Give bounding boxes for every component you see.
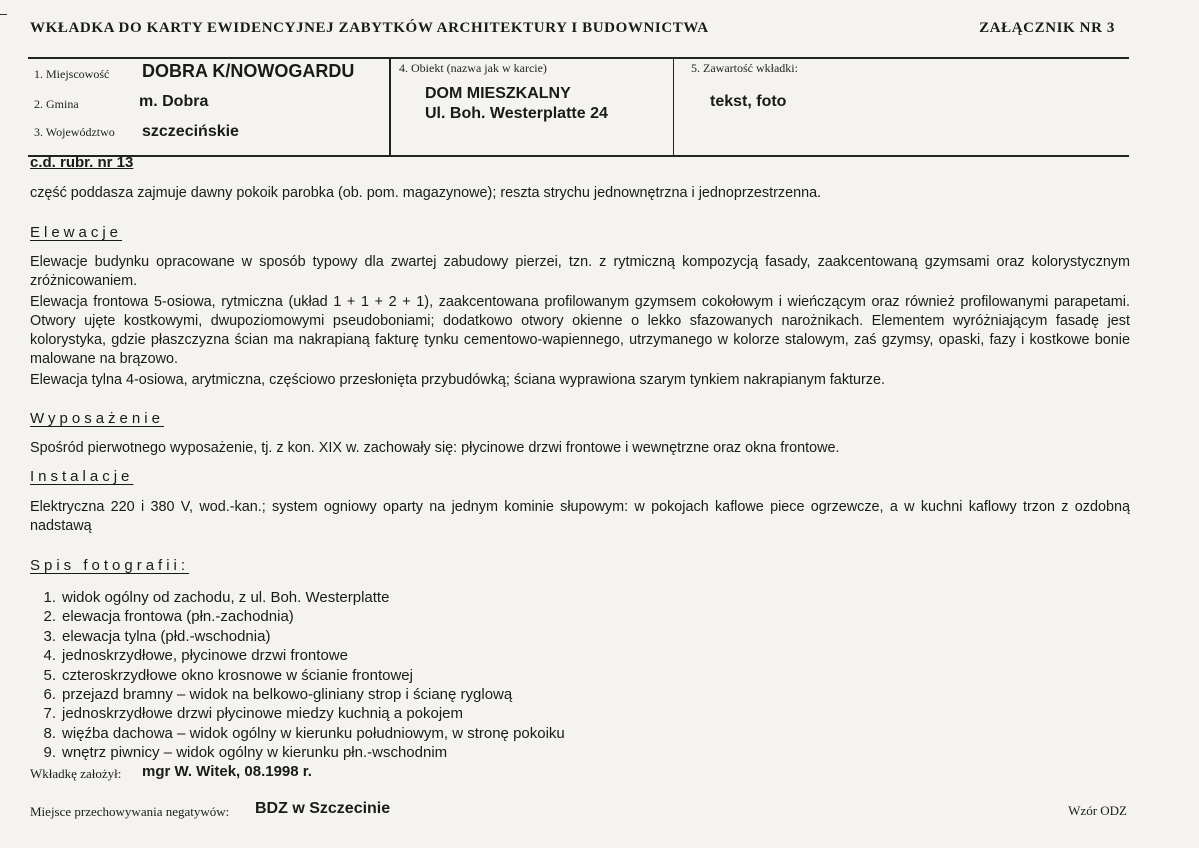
author-label: Wkładkę założył: — [30, 766, 122, 781]
photo-list — [30, 588, 730, 763]
place-value: DOBRA K/NOWOGARDU — [142, 61, 355, 81]
list-item-text: jednoskrzydłowe, płycinowe drzwi frontowe — [62, 647, 348, 665]
object-label: 4. Obiekt (nazwa jak w karcie) — [399, 61, 547, 75]
voivodeship-value: szczecińskie — [142, 123, 239, 140]
list-item-text: elewacja tylna (płd.-wschodnia) — [62, 627, 271, 645]
photos-heading: Spis fotografii: — [30, 557, 190, 574]
continuation-heading: c.d. rubr. nr 13 — [30, 154, 134, 171]
author-value: mgr W. Witek, 08.1998 r. — [142, 763, 312, 780]
voivodeship-label: 3. Województwo — [34, 125, 115, 139]
elevations-paragraph-2: Elewacja frontowa 5-osiowa, rytmiczna (układ 1 + 1 + 2 + 1), zaakcentowana profilowanym gzymsem cokołowym i wieńczącym oraz również profilowanymi parapetami. Otwory ujęte kostkowymi, dwupoziomowymi pseudoboniami; dodatkowo otwory okienne o lekko sfazowanych narożnikach. Elementem wyróżniającym fasadę jest kolorystyka, gdzie płaszczyzna ścian ma nakrapianą fakturę tynku cementowo-wapiennego, utrzymanego w kolorze stalowym, zaś gzymsy, opaski, fazy i kostkowe bonie malowane na brązowo. — [30, 294, 1130, 367]
list-item — [30, 666, 730, 685]
list-item-number: 6. — [43, 686, 56, 704]
list-item-number: 4. — [43, 647, 56, 665]
list-item-text: jednoskrzydłowe drzwi płycinowe miedzy kuchnią a pokojem — [62, 705, 464, 723]
list-item — [30, 685, 730, 704]
list-item-number: 3. — [43, 627, 56, 645]
list-item-number: 2. — [43, 608, 56, 626]
list-item-number: 5. — [43, 666, 56, 684]
list-item — [30, 704, 730, 723]
list-item-number: 9. — [43, 744, 56, 762]
document-title: WKŁADKA DO KARTY EWIDENCYJNEJ ZABYTKÓW ARCHITEKTURY I BUDOWNICTWA — [30, 20, 709, 36]
list-item — [30, 588, 730, 607]
list-item-text: więźba dachowa – widok ogólny w kierunku południowym, w stronę pokoiku — [62, 724, 565, 742]
list-item — [30, 627, 730, 646]
list-item-number: 7. — [43, 705, 56, 723]
list-item-text: przejazd bramny – widok na belkowo-gliniany strop i ścianę ryglową — [62, 686, 513, 704]
equipment-heading: Wyposażenie — [30, 410, 164, 427]
list-item — [30, 743, 730, 762]
negatives-location-value: BDZ w Szczecinie — [255, 800, 391, 817]
margin-tick — [0, 14, 7, 15]
elevations-paragraph-3: Elewacja tylna 4-osiowa, arytmiczna, częściowo przesłonięta przybudówką; ściana wyprawiona szarym tynkiem nakrapianym fakturze. — [30, 372, 885, 388]
annex-number: ZAŁĄCZNIK NR 3 — [979, 20, 1115, 36]
content-label: 5. Zawartość wkładki: — [691, 61, 798, 75]
installations-paragraph: Elektryczna 220 i 380 V, wod.-kan.; system ogniowy oparty na jednym kominie słupowym: w pokojach kaflowe piece ogrzewcze, a w kuchni kaflowy trzon z ozdobną nadstawą — [30, 499, 1130, 534]
place-label: 1. Miejscowość — [34, 67, 110, 81]
list-item-text: wnętrz piwnicy – widok ogólny w kierunku płn.-wschodnim — [62, 744, 448, 762]
content-value: tekst, foto — [710, 93, 787, 110]
list-item-text: widok ogólny od zachodu, z ul. Boh. Westerplatte — [62, 589, 390, 606]
list-item-number: 1. — [43, 589, 56, 606]
elevations-paragraph-1: Elewacje budynku opracowane w sposób typowy dla zwartej zabudowy pierzei, tzn. z rytmiczną kompozycją fasady, zaakcentowaną gzymsami oraz kolorystycznym zróżnicowaniem. — [30, 254, 1130, 289]
column-divider — [389, 59, 391, 155]
gmina-value: m. Dobra — [139, 93, 209, 110]
elevations-heading: Elewacje — [30, 224, 123, 241]
column-divider — [673, 59, 674, 155]
list-item-text: elewacja frontowa (płn.-zachodnia) — [62, 608, 294, 626]
list-item-text: czteroskrzydłowe okno krosnowe w ścianie frontowej — [62, 666, 413, 684]
gmina-label: 2. Gmina — [34, 97, 79, 111]
object-name: DOM MIESZKALNY — [425, 85, 571, 102]
list-item-number: 8. — [43, 724, 56, 742]
negatives-location-label: Miejsce przechowywania negatywów: — [30, 804, 230, 819]
object-address: Ul. Boh. Westerplatte 24 — [425, 105, 608, 122]
list-item — [30, 724, 730, 743]
template-label: Wzór ODZ — [1068, 803, 1127, 818]
list-item — [30, 607, 730, 626]
equipment-paragraph: Spośród pierwotnego wyposażenie, tj. z kon. XIX w. zachowały się: płycinowe drzwi frontowe i wewnętrzne oraz okna frontowe. — [30, 440, 840, 456]
header-fields-box — [28, 57, 1129, 157]
list-item — [30, 646, 730, 665]
intro-paragraph: część poddasza zajmuje dawny pokoik parobka (ob. pom. magazynowe); reszta strychu jednownętrzna i jednoprzestrzenna. — [30, 185, 822, 201]
installations-heading: Instalacje — [30, 468, 134, 485]
